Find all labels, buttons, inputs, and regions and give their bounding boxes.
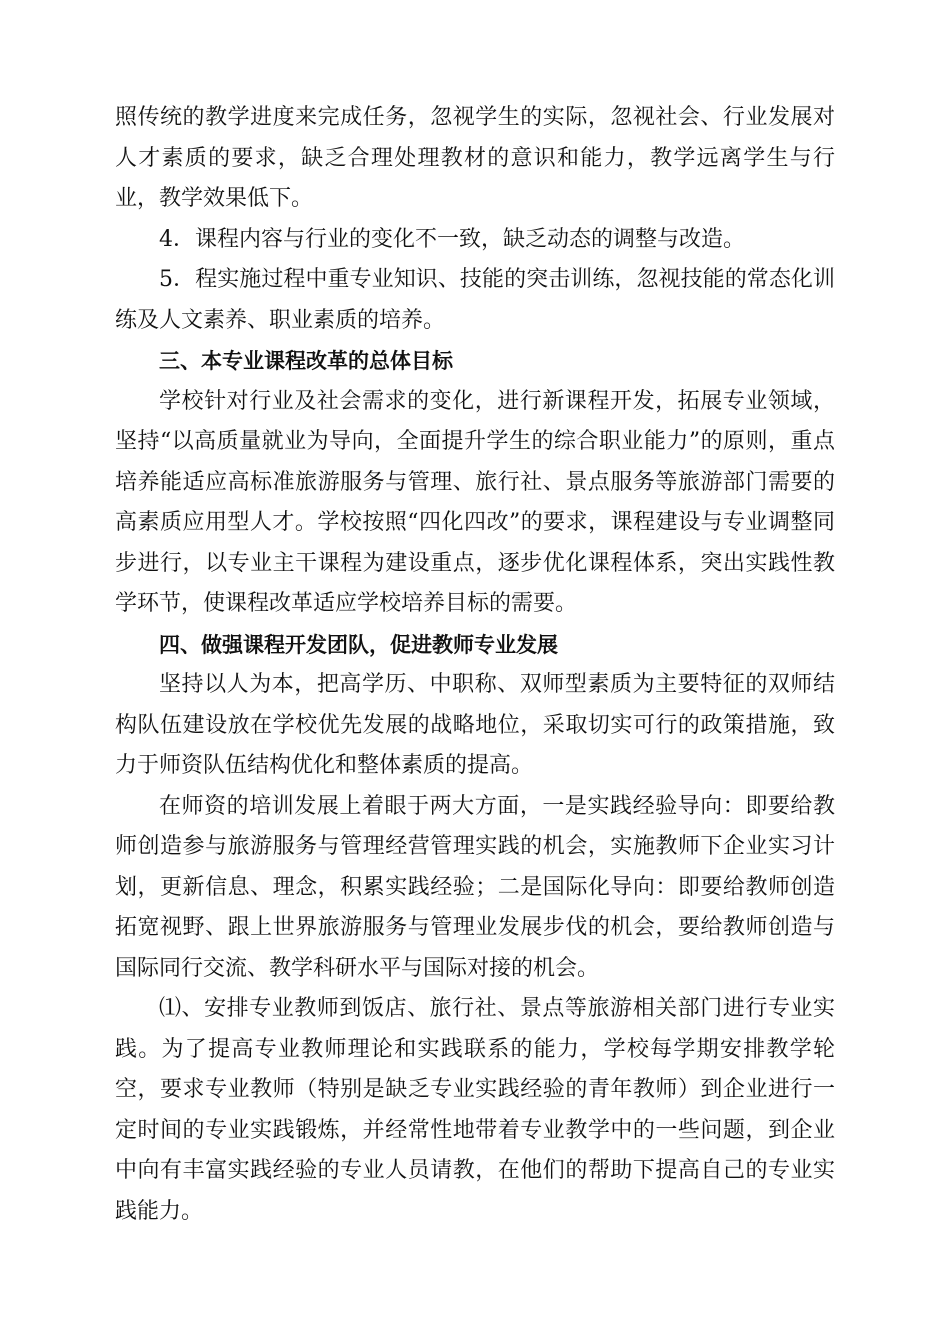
paragraph-teacher-training: 在师资的培训发展上着眼于两大方面，一是实践经验导向：即要给教师创造参与旅游服务与管理经营管理实践的机会，实施教师下企业实习计划，更新信息、理念，积累实践经验；二是国际化导向：即要给教师创造拓宽视野、跟上世界旅游服务与管理业发展步伐的机会，要给教师创造与国际同行交流、教学科研水平与国际对接的机会。 [115, 793, 835, 981]
section-heading-3: 三、本专业课程改革的总体目标 [159, 349, 453, 373]
paragraph-item-5: 5．程实施过程中重专业知识、技能的突击训练，忽视技能的常态化训练及人文素养、职业素质的培养。 [115, 267, 835, 333]
document-body [115, 98, 835, 1232]
paragraph-item-4: 4．课程内容与行业的变化不一致，缺乏动态的调整与改造。 [159, 226, 745, 252]
paragraph-practice-arrangement: ⑴、安排专业教师到饭店、旅行社、景点等旅游相关部门进行专业实践。为了提高专业教师理论和实践联系的能力，学校每学期安排教学轮空，要求专业教师（特别是缺乏专业实践经验的青年教师）到企业进行一定时间的专业实践锻炼，并经常性地带着专业教学中的一些问题，到企业中向有丰富实践经验的专业人员请教，在他们的帮助下提高自己的专业实践能力。 [115, 996, 835, 1224]
section-heading-4: 四、做强课程开发团队，促进教师专业发展 [159, 632, 558, 657]
paragraph-course-reform-goal: 学校针对行业及社会需求的变化，进行新课程开发，拓展专业领域，坚持“以高质量就业为导向，全面提升学生的综合职业能力”的原则，重点培养能适应高标准旅游服务与管理、旅行社、景点服务等旅游部门需要的高素质应用型人才。学校按照“四化四改”的要求，课程建设与专业调整同步进行，以专业主干课程为建设重点，逐步优化课程体系，突出实践性教学环节，使课程改革适应学校培养目标的需要。 [115, 388, 835, 616]
paragraph-continuation: 照传统的教学进度来完成任务，忽视学生的实际，忽视社会、行业发展对人才素质的要求，缺乏合理处理教材的意识和能力，教学远离学生与行业，教学效果低下。 [115, 105, 835, 211]
paragraph-teacher-team: 坚持以人为本，把高学历、中职称、双师型素质为主要特征的双师结构队伍建设放在学校优先发展的战略地位，采取切实可行的政策措施，致力于师资队伍结构优化和整体素质的提高。 [115, 672, 835, 778]
